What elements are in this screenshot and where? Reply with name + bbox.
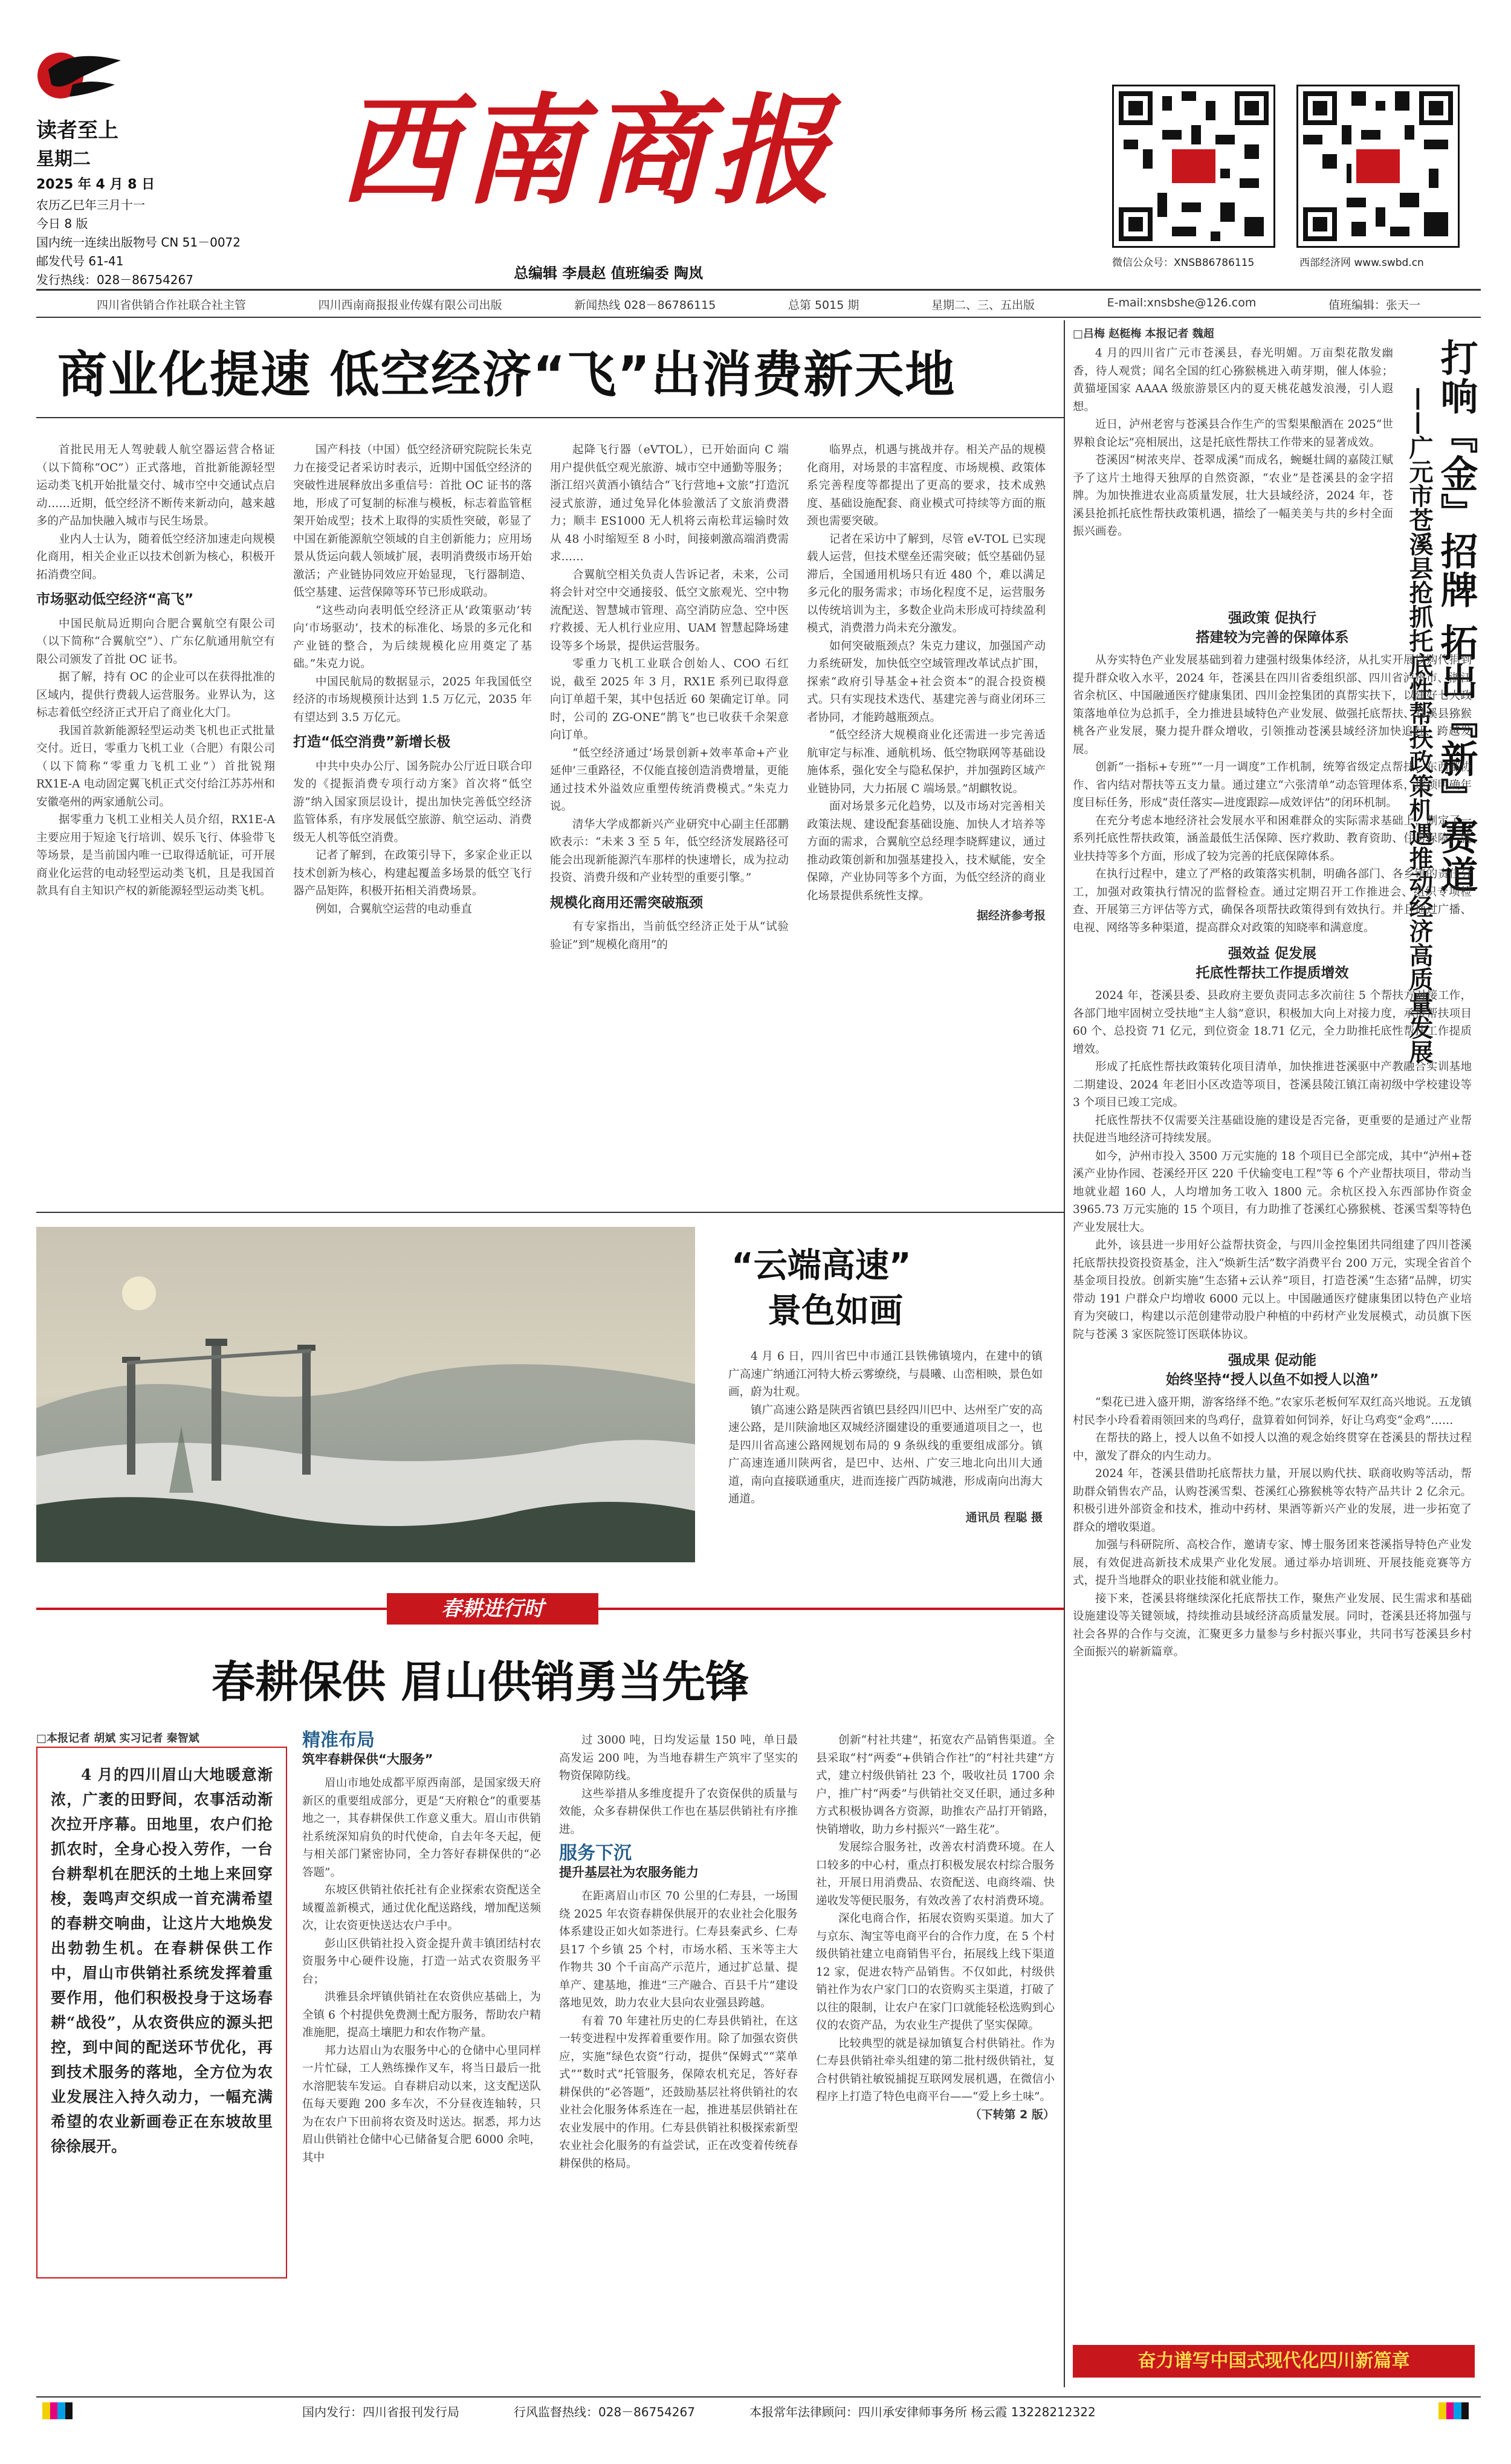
- right-subhead-2a: 强效益 促发展: [1228, 946, 1316, 962]
- paragraph: 面对场景多元化趋势，以及市场对完善相关政策法规、建设配套基础设施、加快人才培养等方面的需求，合翼航空总经理李晓辉建议，通过推动政策创新和加强基建投入，技术赋能，安全保障，产业协同等多个方面，为低空经济的商业化场景提供系统性支撑。: [807, 800, 1046, 902]
- subhead: 规模化商用还需突破瓶颈: [550, 894, 703, 911]
- spring-column-2: [559, 1732, 798, 2173]
- spring-subhead-2-sub: 提升基层社为农服务能力: [559, 1864, 699, 1880]
- paragraph: 有专家指出，当前低空经济正处于从“试验验证”到“规模化商用”的: [550, 920, 789, 951]
- paragraph: “低空经济通过‘场景创新+效率革命+产业延伸’三重路径，不仅能直接创造消费增量，更能通过技术外溢效应重塑传统消费模式。”朱克力说。: [550, 746, 789, 813]
- lead-column-3: [550, 441, 789, 954]
- paragraph: 我国首款新能源轻型运动类飞机也正式批量交付。近日，零重力飞机工业（合肥）有限公司（以下简称“零重力飞机工业”）首批锐翔 RX1E-A 电动固定翼飞机正式交付给江苏苏州和安徽亳州的两家通航公司。: [36, 724, 275, 809]
- paragraph: 此外，该县进一步用好公益帮扶资金，与四川金控集团共同组建了四川苍溪托底帮扶投资投资基金，注入“焕新生活”数字消费平台 200 万元，实现全省首个基金项目投放。创新实施“生态猪+云认养”项目，打造苍溪“生态猪”品牌，切实带动 191 户群众户均增收 6000 元以上。中国融通医疗健康集团以特色产业培育为突破口，构建以示范创建带动股户种植的中药材产业发展模式，动员旗下医院与苍溪 3 家医院签订医联体协议。: [1073, 1239, 1472, 1341]
- color-bar: [42, 2402, 73, 2419]
- right-subhead-1b: 搭建较为完善的保障体系: [1196, 629, 1349, 645]
- paragraph: 创新“村社共建”，拓宽农产品销售渠道。全县采取“村”两委“+供销合作社”的“村社共建”方式，建立村级供销社 23 个，吸收社员 1700 余户，推广村“两委”与供销社交叉任职，通过多种方式积极协调各方资源，助推农产品打开销路，快销增收，助力乡村振兴“一路生花”。: [816, 1734, 1055, 1836]
- photo-title-line1: “云端高速”: [731, 1246, 911, 1285]
- footer-legal: 本报常年法律顾问：四川承安律师事务所 杨云霞 13228212322: [749, 2405, 1096, 2419]
- paragraph: 据零重力飞机工业相关人员介绍，RX1E-A 主要应用于短途飞行培训、娱乐飞行、体验带飞等场景，是当前国内唯一已取得适航证，可开展商业化运营的电动轻型运动类飞机，且是我国首款具有自主知识产权的新能源轻型运动类飞机。: [36, 813, 275, 897]
- qr-code-website[interactable]: [1296, 85, 1460, 248]
- paragraph: 在执行过程中，建立了严格的政策落实机制，明确各部门、各乡镇的责任分工，加强对政策执行情况的监督检查。通过定期召开工作推进会、组织专项检查、开展第三方评估等方式，确保各项帮扶政策得到有效执行。并且通过广播、电视、网络等多种渠道，提高群众对政策的知晓率和满意度。: [1073, 868, 1472, 934]
- lead-headline: 商业化提速 低空经济“飞”出消费新天地: [57, 346, 956, 404]
- paragraph: 起降飞行器（eVTOL），已开始面向 C 端用户提供低空观光旅游、城市空中通勤等服务；浙江绍兴黄酒小镇结合“飞行营地+文旅”打造沉浸式旅游，通过兔异化体验激活了文旅消费潜力；顺丰 ES1000 无人机将云南松茸运输时效从 48 小时缩短至 8 小时，间接刺激高端消费需求……: [550, 444, 789, 563]
- paragraph: 据了解，持有 OC 的企业可以在获得批准的区域内，提供行费载人运营服务。业界认为，这标志着低空经济正式开启了商业化大门。: [36, 671, 275, 719]
- footer: [302, 2402, 1330, 2420]
- hotline: 发行热线：028－86754267: [36, 273, 193, 287]
- paragraph: 业内人士认为，随着低空经济加速走向规模化商用，相关企业正以技术创新为核心，积极开拓消费空间。: [36, 532, 275, 581]
- paragraph: 比较典型的就是禄加镇复合村供销社。作为仁寿县供销社牵头组建的第二批村级供销社，复合村供销社敏锐捕捉互联网发展机遇，在微信小程序上打造了特色电商平台——“爱上乡土味”。: [816, 2037, 1055, 2103]
- paragraph: 近日，泸州老窖与苍溪县合作生产的雪梨果酿酒在 2025“世界粮食论坛”亮相展出，这是托底性帮扶工作带来的显著成效。: [1073, 418, 1393, 449]
- paragraph: 苍溪因“树浓夹岸、苍翠成溪”而成名，蜿蜒壮阔的嘉陵江赋予了这片土地得天独厚的自然资源，“农业”是苍溪县的金字招牌。为加快推进农业高质量发展，壮大县域经济，2024 年，苍溪县抢抓托底性帮扶政策机遇，描绘了一幅美美与共的乡村全面振兴画卷。: [1073, 454, 1393, 538]
- paragraph: 国产科技（中国）低空经济研究院院长朱克力在接受记者采访时表示，近期中国低空经济的突破性进展释放出多重信号：首批 OC 证书的落地，形成了可复制的标准与模板，标志着监管框架开始成型；技术上取得的实质性突破，彰显了中国在新能源航空领域的自主创新能力；应用场景从货运向载人领域扩展，表明消费级市场开始激活；产业链协同效应开始显现，飞行器制造、低空基建、运营保障等环节已形成联动。: [293, 444, 532, 599]
- spring-banner: 春耕进行时: [387, 1593, 598, 1625]
- spring-column-1: [302, 1732, 541, 2167]
- right-subhead-3b: 始终坚持“授人以鱼不如授人以渔”: [1165, 1371, 1379, 1388]
- spring-subhead-1-sub: 筑牢春耕保供“大服务”: [302, 1751, 433, 1767]
- spring-intro: 4 月的四川眉山大地暖意渐浓，广袤的田野间，农事活动渐次拉开序幕。田地里，农户们抢抓农时，全身心投入劳作，一台台耕犁机在肥沃的土地上来回穿梭，轰鸣声交织成一首充满希望的春耕交响曲，让这片大地焕发出勃勃生机。在春耕保供工作中，眉山市供销社系统发挥着重要作用，他们积极投身于这场春耕“战役”，从农资供应的源头把控，到中间的配送环节优化，再到技术服务的落地，全方位为农业发展注入持久动力，一幅充满希望的农业新画卷正在东坡故里徐徐展开。: [51, 1766, 273, 2155]
- continued-note: （下转第 2 版）: [969, 2107, 1055, 2121]
- info-sponsor: 四川省供销合作社联合社主管: [97, 299, 247, 312]
- qr-caption-wechat: 微信公众号：XNSB86786115: [1112, 257, 1255, 269]
- footer-distribution: 国内发行：四川省报刊发行局: [302, 2405, 459, 2419]
- paragraph: 邦力达眉山为农服务中心的仓储中心里同样一片忙碌，工人熟练操作叉车，将当日最后一批水溶肥装车发运。自春耕启动以来，这支配送队伍每天要跑 200 多车次，不分昼夜连轴转，只为在农户下田前将农资及时送达。据悉，邦力达眉山供销社仓储中心已储备复合肥 6000 余吨，其中: [302, 2044, 541, 2164]
- paragraph: 托底性帮扶不仅需要关注基础设施的建设是否完备，更重要的是通过产业帮扶促进当地经济可持续发展。: [1073, 1114, 1472, 1145]
- qr-caption-website: 西部经济网 www.swbd.cn: [1299, 257, 1424, 269]
- postal-code: 邮发代号 61-41: [36, 254, 124, 268]
- right-subheadline: ——广元市苍溪县抢抓托底性帮扶政策机遇推动经济高质量发展: [1405, 387, 1434, 1064]
- right-byline: □吕梅 赵梃梅 本报记者 魏超: [1073, 328, 1214, 340]
- paragraph: 2024 年，苍溪县委、县政府主要负责同志多次前往 5 个帮扶方对接工作，各部门地牢固树立受扶地“主人翁”意识，积极加大向上对接力度，承接帮扶项目 60 个、总投资 71 亿元，到位资金 18.71 亿元，全力助推托底性帮扶工作提质增效。: [1073, 989, 1472, 1056]
- lead-column-2: [293, 441, 532, 918]
- paragraph: 这些举措从多维度提升了农资保供的质量与效能，众多春耕保供工作也在基层供销社有序推进。: [559, 1787, 798, 1836]
- paragraph: 眉山市地处成都平原西南部，是国家级天府新区的重要组成部分，更是“天府粮仓”的重要基地之一，其春耕保供工作意义重大。眉山市供销社系统深知肩负的时代使命，自去年冬天起，便与相关部门紧密协同，全力答好春耕保供的“必答题”。: [302, 1777, 541, 1879]
- paragraph: 2024 年，苍溪县借助托底帮扶力量，开展以购代扶、联商收购等活动，帮助群众销售农产品，认购苍溪雪梨、苍溪红心猕猴桃等农特产品共计 2 亿余元。积极引进外部资金和技术，推动中药材、果酒等新兴产业的发展，进一步拓宽了群众的增收渠道。: [1073, 1467, 1472, 1534]
- paragraph: 发展综合服务社，改善农村消费环境。在人口较多的中心村，重点打积极发展农村综合服务社，开展日用消费品、农资配送、电商终端、快递收发等便民服务，有效改善了农村消费环境。: [816, 1841, 1055, 1907]
- paragraph: 过 3000 吨，日均发运量 150 吨，单日最高发运 200 吨，为当地春耕生产筑牢了坚实的物资保障防线。: [559, 1734, 798, 1782]
- paragraph: “低空经济大规模商业化还需进一步完善适航审定与标准、通航机场、低空物联网等基础设施体系，强化安全与隐私保护，并加强跨区域产业链协同，大力拓展 C 端场景。”胡麒牧说。: [807, 729, 1046, 795]
- right-intro: [1073, 344, 1393, 541]
- paragraph: 加强与科研院所、高校合作，邀请专家、博士服务团来苍溪指导特色产业发展，有效促进高新技术成果产业化发展。通过举办培训班、开展技能竞赛等方式，提升当地群众的职业技能和就业能力。: [1073, 1539, 1472, 1587]
- logo-emblem: [36, 42, 127, 109]
- paragraph: 记者在采访中了解到，尽管 eV-TOL 已实现载人运营，但技术壁垒还需突破；低空基础仍显滞后，全国通用机场只有近 480 个，难以满足多元化的服务需求；市场化程度不足，运营服务以传统培训为主，多数企业尚未形成可持续盈利模式，消费潜力尚未充分激发。: [807, 532, 1046, 635]
- photo-caption-panel: [695, 1227, 1058, 1562]
- paragraph: 有着 70 年建社历史的仁寿县供销社，在这一转变进程中发挥着重要作用。除了加强农资供应，实施“绿色农资”行动，提供“保姆式”“菜单式”“数时式”托管服务，保障农机充足，答好春耕保供的“必答题”，还鼓励基层社将供销社的农业社会化服务体系连在一起，推进基层供销社在农业发展中的作用。仁寿县供销社积极探索新型农业社会化服务的有益尝试，正在改变着传统春耕保供的格局。: [559, 2014, 798, 2170]
- right-subhead-3a: 强成果 促动能: [1228, 1353, 1316, 1368]
- lunar-date: 农历乙巳年三月十一: [36, 198, 145, 212]
- info-email[interactable]: E-mail:xnsbshe@126.com: [1107, 296, 1257, 309]
- paragraph: 从夯实特色产业发展基础到着力建强村级集体经济，从扎实开展以购代捐到提升群众收入水平，2024 年，苍溪县在四川省委组织部、四川省泸州市、浙江省余杭区、中国融通医疗健康集团、四川金控集团的真帮实扶下，以建好七大政策落地单位为总抓手，全力推进县域特色产业发展、做强托底帮扶、苍溪县猕猴桃各产业发展，聚力提升群众增收，引领推动苍溪县域经济加快追赶、跨越发展。: [1073, 654, 1472, 756]
- cn-number: 国内统一连续出版物号 CN 51－0072: [36, 235, 241, 250]
- weekday: 星期二: [36, 149, 91, 170]
- editors-line: 总编辑 李晨赵 值班编委 陶岚: [514, 265, 704, 282]
- date-line: 2025 年 4 月 8 日: [36, 177, 155, 192]
- masthead-slogan: 读者至上: [36, 118, 118, 143]
- right-subhead-1a: 强政策 促执行: [1228, 610, 1316, 626]
- paragraph: 形成了托底性帮扶政策转化项目清单，加快推进苍溪驱中产教融合实训基地二期建设、2024 年老旧小区改造等项目，苍溪县陵江镇江南初级中学校建设等 3 个项目已竣工完成。: [1073, 1061, 1472, 1109]
- qr-code-wechat[interactable]: [1112, 85, 1275, 248]
- page-count: 今日 8 版: [36, 216, 88, 231]
- subhead: 打造“低空消费”新增长极: [293, 734, 451, 750]
- paragraph: 彭山区供销社投入资金提升黄丰镇团结村农资服务中心硬件设施，打造一站式农资服务平台；: [302, 1937, 541, 1986]
- right-banner: 奋力谱写中国式现代化四川新篇章: [1073, 2345, 1475, 2378]
- paragraph: 中国民航局的数据显示，2025 年我国低空经济的市场规模预计达到 1.5 万亿元，2035 年有望达到 3.5 万亿元。: [293, 675, 532, 724]
- info-schedule: 星期二、三、五出版: [931, 299, 1035, 312]
- paragraph: 记者了解到，在政策引导下，多家企业正以技术创新为核心，构建起覆盖多场景的低空飞行器产品矩阵，积极开拓相关消费场景。: [293, 849, 532, 897]
- subhead: 市场驱动低空经济“高飞”: [36, 592, 194, 607]
- photo-credit: 通讯员 程聪 摄: [965, 1510, 1043, 1524]
- lead-column-4: [807, 441, 1046, 925]
- paragraph: “这些动向表明低空经济正从‘政策驱动’转向‘市场驱动’，技术的标准化、场景的多元化和产业链的整合，为后续规模化应用奠定了基础。”朱克力说。: [293, 604, 532, 670]
- info-editor: 值班编辑：张天一: [1328, 299, 1420, 312]
- masthead-title: 西南商报: [338, 82, 837, 221]
- paragraph: 深化电商合作，拓展农资购买渠道。加大了与京东、淘宝等电商平台的合作力度，在 5 个村级供销社建立电商销售平台，拓展线上线下渠道 12 家，促进农特产品销售。不仅如此，村级供销社作为农户家门口的农资购买主渠道，打破了以往的限制，让农户在家门口就能轻松选购到心仪的农资产品，为农业生产提供了坚实保障。: [816, 1912, 1055, 2032]
- paragraph: 接下来，苍溪县将继续深化托底帮扶工作，聚焦产业发展、民生需求和基础设施建设等关键领域，持续推动县域经济高质量发展。同时，苍溪县还将加强与社会各界的合作与交流，汇聚更多力量参与乡村振兴事业，共同书写苍溪县乡村全面振兴的崭新篇章。: [1073, 1592, 1472, 1658]
- paragraph: 中国民航局近期向合肥合翼航空有限公司（以下简称“合翼航空”）、广东亿航通用航空有限公司颁发了首批 OC 证书。: [36, 617, 275, 666]
- lead-column-1: [36, 441, 275, 901]
- paragraph: 临界点，机遇与挑战并存。相关产品的规模化商用，对场景的丰富程度、市场规模、政策体系完善程度等都提出了更高的要求，技术成熟度、基础设施配套、商业模式可持续等方面的瓶颈也需要突破。: [807, 444, 1046, 528]
- info-issue: 总第 5015 期: [788, 299, 859, 312]
- paragraph: 清华大学成都新兴产业研究中心副主任邵鹏欧表示：“未来 3 至 5 年，低空经济发展路径可能会出现新能源汽车那样的快速增长，成为拉动投资、消费升级和产业转型的重要引擎。”: [550, 818, 789, 884]
- info-publisher: 四川西南商报报业传媒有限公司出版: [318, 299, 502, 312]
- paragraph: 在充分考虑本地经济社会发展水平和困难群众的实际需求基础上，制定了一系列托底性帮扶政策，涵盖最低生活保障、医疗救助、教育资助、住房保障、就业扶持等多个方面，形成了较为完善的托底保障体系。: [1073, 814, 1472, 863]
- paragraph: “梨花已进入盛开期，游客络绎不绝。”农家乐老板何军双红高兴地说。五龙镇村民李小玲看着雨领回来的鸟鸡仔，盘算着如何饲养，好让乌鸡变“金鸡”……: [1073, 1396, 1472, 1427]
- photo-title-line2: 景色如画: [768, 1292, 903, 1331]
- paragraph: 如何突破瓶颈点？朱克力建议，加强国产动力系统研发，加快低空空域管理改革试点扩围，探索“政府引导基金+社会资本”的混合投资模式。只有实现技术迭代、基建完善与商业闭环三者协同，才能跨越瓶颈点。: [807, 639, 1046, 724]
- paragraph: 4 月的四川省广元市苍溪县，春光明媚。万亩梨花散发幽香，待人观赏；闻名全国的红心猕猴桃进入萌芽期，催人体验；黄猫垭国家 AAAA 级旅游景区内的夏天桃花越发浪漫，引人遐想。: [1073, 347, 1393, 413]
- spring-byline: □本报记者 胡斌 实习记者 秦智斌: [36, 1732, 199, 1745]
- info-news-hotline: 新闻热线 028－86786115: [574, 299, 716, 312]
- paragraph: 合翼航空相关负责人告诉记者，未来，公司将会针对空中交通接驳、低空文旅观光、空中物流配送、智慧城市管理、高空消防应急、空中医疗救援、无人机行业应用、UAM 智慧起降场建设等多个场景，提供运营服务。: [550, 568, 789, 653]
- paragraph: 中共中央办公厅、国务院办公厅近日联合印发的《提振消费专项行动方案》首次将“低空游”纳入国家顶层设计，提出加快完善低空经济监管体系，有序发展低空旅游、航空运动、消费级无人机等低空消费。: [293, 760, 532, 844]
- spring-intro-box: [36, 1747, 287, 2278]
- paragraph: 零重力飞机工业联合创始人、COO 石红说，截至 2025 年 3 月，RX1E 系列已取得意向订单超千架，其中包括近 60 架确定订单。同时，公司的 ZG-ONE“鹊飞”也已收获千余架意向订单。: [550, 658, 789, 742]
- spring-headline: 春耕保供 眉山供销勇当先锋: [212, 1657, 749, 1707]
- spring-subhead-2: 服务下沉: [559, 1843, 632, 1864]
- photo-caption-text: 4 月 6 日，四川省巴中市通江县铁佛镇境内，在建中的镇广高速广纳通江河特大桥云雾缭绕，与晨曦、山峦相映，景色如画，蔚为壮观。: [728, 1350, 1043, 1399]
- photo-caption-text-2: 镇广高速公路是陕西省镇巴县经四川巴中、达州至广安的高速公路，是川陕渝地区双城经济圈建设的重要通道项目之一，也是四川省高速公路网规划布局的 9 条纵线的重要组成部分。镇广高速连通川陕两省，是巴中、达州、广安三地北向出川大通道，南向直接联通重庆，进而连接广西防城港，形成南向出海大通道。: [728, 1403, 1043, 1505]
- right-headline: 打响『金』招牌 拓出『新』赛道: [1434, 338, 1478, 894]
- paragraph: 例如，合翼航空运营的电动垂直: [315, 902, 473, 916]
- right-body: [1073, 601, 1472, 1661]
- color-bar-right: [1438, 2402, 1469, 2419]
- source-credit: 据经济参考报: [976, 909, 1046, 922]
- paragraph: 在距离眉山市区 70 公里的仁寿县，一场围绕 2025 年农资春耕保供展开的农业社会化服务体系建设正如火如荼进行。仁寿县秦武乡、仁寿县17 个乡镇 25 个村，市场水稻、玉米等主大作物共 30 个千亩高产示范片，通过扩总量、提单产、建基地，推进“三产融合、百县千片”建设落地见效，助力农业大县向农业强县跨越。: [559, 1890, 798, 2010]
- right-subhead-2b: 托底性帮扶工作提质增效: [1196, 965, 1349, 981]
- bridge-photo: [36, 1227, 695, 1562]
- paragraph: 首批民用无人驾驶载人航空器运营合格证（以下简称“OC”）正式落地，首批新能源轻型运动类飞机开始批量交付、城市空中交通试点启动……近期，低空经济不断传来新动向，越来越多的产品加快融入城市与民生场景。: [36, 444, 275, 528]
- paragraph: 创新“一指标+专班”“一月一调度”工作机制，统筹省级定点帮扶、东西部协作、省内结对帮扶等五支力量。通过建立“六张清单”动态管理体系，逐项明确年度目标任务，形成“责任落实—进度跟踪—成效评估”的闭环机制。: [1073, 761, 1472, 809]
- paragraph: 东坡区供销社依托社有企业探索农资配送全域覆盖新模式，通过优化配送路线，增加配送频次，让农资更快送达农户手中。: [302, 1884, 541, 1932]
- spring-column-3: [816, 1732, 1055, 2124]
- info-bar: [36, 294, 1481, 314]
- paragraph: 在帮扶的路上，授人以鱼不如授人以渔的观念始终贯穿在苍溪县的帮扶过程中，激发了群众的内生动力。: [1073, 1432, 1472, 1463]
- paragraph: 洪雅县余坪镇供销社在农资供应基础上，为全镇 6 个村提供免费测土配方服务，帮助农户精准施肥，提高土壤肥力和农作物产量。: [302, 1991, 541, 2039]
- spring-subhead-1: 精准布局: [302, 1730, 375, 1751]
- footer-hotline: 行风监督热线：028－86754267: [514, 2405, 695, 2419]
- paragraph: 如今，泸州市投入 3500 万元实施的 18 个项目已全部完成，其中“泸州+苍溪产业协作园、苍溪经开区 220 千伏输变电工程”等 6 个产业帮扶项目，带动当地就业超 160 人，人均增加务工收入 1800 元。余杭区投入东西部协作资金 3965.73 万元实施的 15 个项目，有力助推了苍溪红心猕猴桃、苍溪雪梨等特色产业发展壮大。: [1073, 1150, 1472, 1234]
